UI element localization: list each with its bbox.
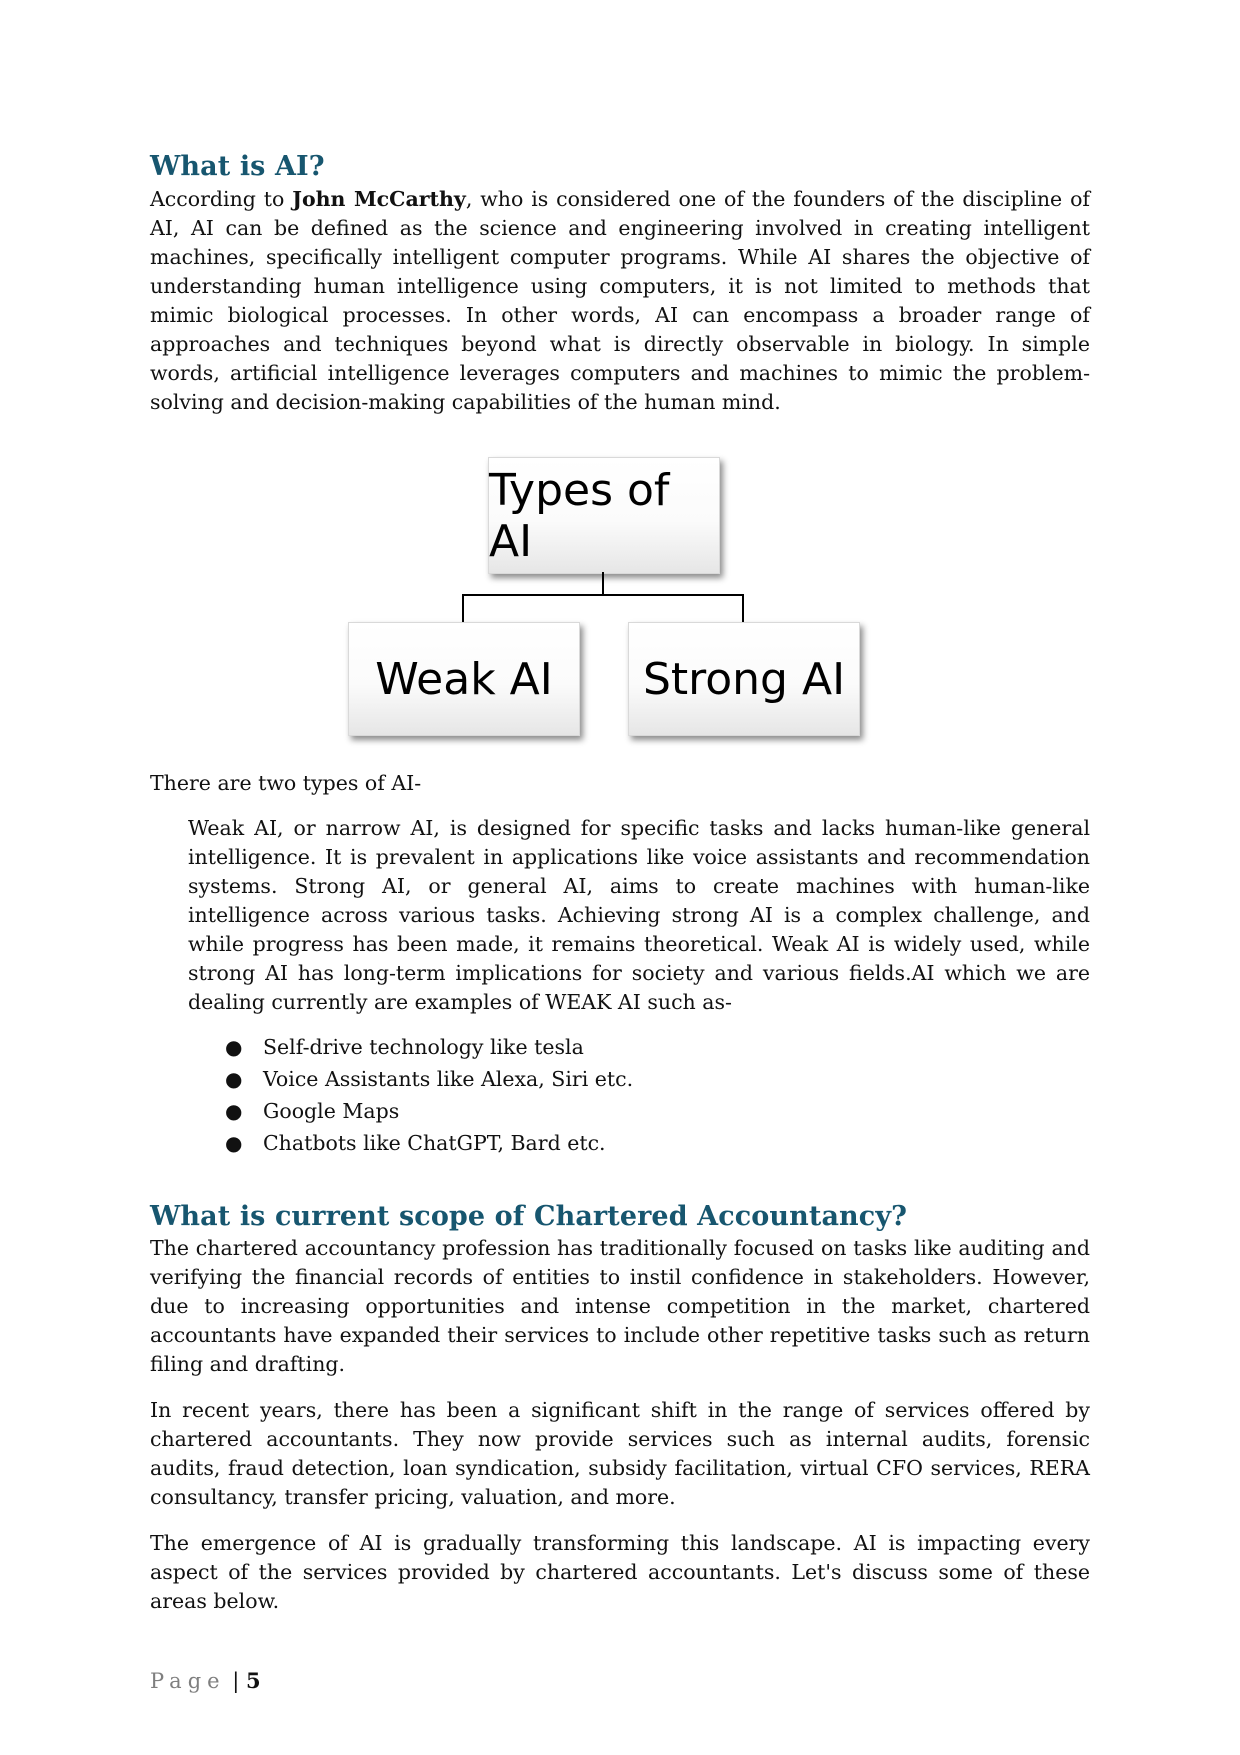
- diagram-weak-ai-box: [348, 622, 580, 736]
- types-intro-text: There are two types of AI-: [150, 771, 422, 795]
- heading-ca-scope: What is current scope of Chartered Accountancy?: [150, 1201, 908, 1232]
- diagram-strong-ai-box: [628, 622, 860, 736]
- list-item-text: Voice Assistants like Alexa, Siri etc.: [263, 1067, 634, 1091]
- page-footer: [150, 1668, 261, 1693]
- page-separator: |: [225, 1669, 247, 1693]
- diagram-root-label: Types of AI: [489, 464, 670, 567]
- diagram-root-box: [488, 457, 720, 574]
- list-item: [225, 1127, 1090, 1159]
- heading-what-is-ai: What is AI?: [150, 151, 325, 182]
- ca-scope-paragraph-2: In recent years, there has been a significant shift in the range of services offered by chartered accountants. They now provide services such as internal audits, forensic audits, fraud detection, loan syndication, subsidy facilitation, virtual CFO services, RERA consultancy, transfer pricing, valuation, and more.: [150, 1398, 1090, 1509]
- ca-scope-paragraph-3: The emergence of AI is gradually transforming this landscape. AI is impacting every aspect of the services provided by chartered accountants. Let's discuss some of these areas below.: [150, 1531, 1090, 1613]
- page-label: Page: [150, 1669, 226, 1693]
- bullet-icon: ●: [225, 1131, 243, 1155]
- page-number: 5: [246, 1668, 261, 1693]
- bullet-icon: ●: [225, 1099, 243, 1123]
- bullet-icon: ●: [225, 1035, 243, 1059]
- connector-vertical-root: [602, 572, 604, 595]
- connector-horizontal: [462, 594, 744, 596]
- john-mccarthy-name: John McCarthy: [292, 187, 466, 211]
- ai-definition-paragraph: [150, 185, 1090, 417]
- definition-lead-text: According to: [150, 187, 293, 211]
- connector-vertical-right: [742, 594, 744, 622]
- connector-vertical-left: [462, 594, 464, 622]
- ca-scope-paragraph-1: The chartered accountancy profession has traditionally focused on tasks like auditing and verifying the financial records of entities to instil confidence in stakeholders. However, due to increasing opportunities and intense competition in the market, chartered accountants have expanded their services to include other repetitive tasks such as return filing and drafting.: [150, 1236, 1090, 1376]
- bullet-icon: ●: [225, 1067, 243, 1091]
- diagram-strong-ai-label: Strong AI: [642, 653, 846, 705]
- types-of-ai-diagram: [150, 417, 1090, 747]
- diagram-weak-ai-label: Weak AI: [375, 653, 553, 705]
- list-item-text: Self-drive technology like tesla: [263, 1035, 584, 1059]
- weak-ai-examples-list: [150, 1031, 1090, 1159]
- definition-body-text: , who is considered one of the founders of the discipline of AI, AI can be defined as the science and engineering involved in creating intelligent machines, specifically intelligent computer programs. While AI shares the objective of understanding human intelligence using computers, it is not limited to methods that mimic biological processes. In other words, AI can encompass a broader range of approaches and techniques beyond what is directly observable in biology. In simple words, artificial intelligence leverages computers and machines to mimic the problem-solving and decision-making capabilities of the human mind.: [150, 187, 1090, 414]
- list-item: [225, 1095, 1090, 1127]
- list-item-text: Google Maps: [263, 1099, 400, 1123]
- weak-strong-ai-paragraph: Weak AI, or narrow AI, is designed for specific tasks and lacks human-like general intelligence. It is prevalent in applications like voice assistants and recommendation systems. Strong AI, or general AI, aims to create machines with human-like intelligence across various tasks. Achieving strong AI is a complex challenge, and while progress has been made, it remains theoretical. Weak AI is widely used, while strong AI has long-term implications for society and various fields.AI which we are dealing currently are examples of WEAK AI such as-: [188, 816, 1090, 1014]
- page-content: [150, 150, 1090, 1616]
- list-item: [225, 1063, 1090, 1095]
- list-item-text: Chatbots like ChatGPT, Bard etc.: [263, 1131, 606, 1155]
- list-item: [225, 1031, 1090, 1063]
